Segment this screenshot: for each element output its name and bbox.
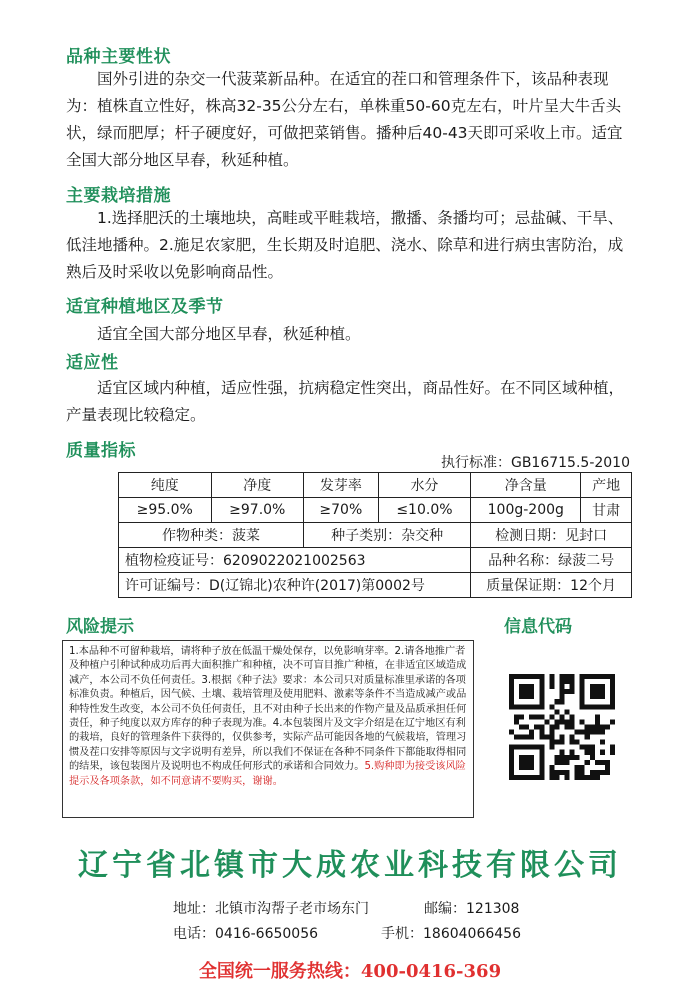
variety-description: 国外引进的杂交一代菠菜新品种。在适宜的茬口和管理条件下，该品种表现为：植株直立性好，株高32-35公分左右，单株重50-60克左右，叶片呈大牛舌头状，绿而肥厚；杆子硬度好，可做把菜销售。播种后40-43天即可采收上市。适宜全国大部分地区早春，秋延种植。 <box>66 70 623 169</box>
variety-name: 品种名称：绿菠二号 <box>471 548 632 573</box>
adaptability-description: 适宜区域内种植，适应性强，抗病稳定性突出，商品性好。在不同区域种植，产量表现比较稳定。 <box>66 379 625 424</box>
value-net-content: 100g-200g <box>471 498 581 523</box>
section-title-variety: 品种主要性状 <box>66 47 171 67</box>
warranty-period: 质量保证期：12个月 <box>471 573 632 598</box>
seed-type: 种子类别：杂交种 <box>304 523 471 548</box>
value-origin: 甘肃 <box>581 498 632 523</box>
value-cleanliness: ≥97.0% <box>211 498 304 523</box>
header-cleanliness: 净度 <box>211 473 304 498</box>
risk-title: 风险提示 <box>66 617 134 637</box>
header-germination: 发芽率 <box>304 473 379 498</box>
header-purity: 纯度 <box>119 473 212 498</box>
quality-license-row <box>119 573 632 598</box>
crop-type: 作物种类：菠菜 <box>119 523 304 548</box>
info-code-title: 信息代码 <box>504 617 572 637</box>
company-phone: 电话：0416-6650056 <box>173 926 319 942</box>
risk-notice-box <box>62 640 474 818</box>
cultivation-description: 1.选择肥沃的土壤地块，高畦或平畦栽培，撒播、条播均可；忌盐碱、干旱、低洼地播种。2.施足农家肥，生长期及时追肥、浇水、除草和进行病虫害防治，成熟后及时采收以免影响商品性。 <box>66 209 624 281</box>
company-name: 辽宁省北镇市大成农业科技有限公司 <box>78 848 622 883</box>
quality-value-row <box>119 498 632 523</box>
header-origin: 产地 <box>581 473 632 498</box>
quarantine-number: 植物检疫证号：6209022021002563 <box>119 548 471 573</box>
company-postcode: 邮编：121308 <box>424 901 520 917</box>
risk-notice-text: 1.本品种不可留种栽培，请将种子放在低温干燥处保存，以免影响芽率。2.请各地推广者及种植户引种试种成功后再大面积推广和种植，决不可盲目推广种植，在非适宜区域造成减产，本公司不负任何责任。3.根据《种子法》要求：本公司只对质量标准里承诺的各项标准负责。种植后，因气候、土壤、栽培管理及使用肥料、激素等条件不当造成减产或品种特性发生改变，本公司不负任何责任，且不对由种子长出来的作物产量及品质承担任何责任，种子纯度以双方库存的种子表现为准。4.本包装图片及文字介绍是在辽宁地区有利的栽培，良好的管理条件下获得的，仅供参考，实际产品可能因各地的气候栽培，管理习惯及茬口安排等原因与文字说明有差异，所以我们不保证在各种不同条件下都能取得相同的结果，该包装图片及说明也不构成任何形式的承诺和合同效力。 <box>69 646 467 773</box>
value-purity: ≥95.0% <box>119 498 212 523</box>
value-germination: ≥70% <box>304 498 379 523</box>
service-hotline: 全国统一服务热线：400-0416-369 <box>198 961 502 982</box>
section-title-quality: 质量指标 <box>66 441 136 461</box>
company-mobile: 手机：18604066456 <box>381 926 521 942</box>
region-description: 适宜全国大部分地区早春，秋延种植。 <box>97 325 361 343</box>
qr-code-icon <box>509 674 615 780</box>
header-moisture: 水分 <box>378 473 471 498</box>
test-date: 检测日期：见封口 <box>471 523 632 548</box>
section-title-cultivation: 主要栽培措施 <box>66 186 171 206</box>
section-title-region: 适宜种植地区及季节 <box>66 297 224 317</box>
header-net-content: 净含量 <box>471 473 581 498</box>
section-title-adaptability: 适应性 <box>66 353 119 373</box>
company-address: 地址：北镇市沟帮子老市场东门 <box>173 901 369 917</box>
value-moisture: ≤10.0% <box>378 498 471 523</box>
quality-info-row <box>119 523 632 548</box>
execution-standard: 执行标准：GB16715.5-2010 <box>440 455 630 471</box>
quality-table <box>118 472 632 598</box>
quality-header-row <box>119 473 632 498</box>
license-number: 许可证编号：D(辽锦北)农种许(2017)第0002号 <box>119 573 471 598</box>
risk-warning-text: 5.购种即为接受该风险提示及各项条款，如不同意请不要购买，谢谢。 <box>69 761 466 787</box>
quality-quarantine-row <box>119 548 632 573</box>
